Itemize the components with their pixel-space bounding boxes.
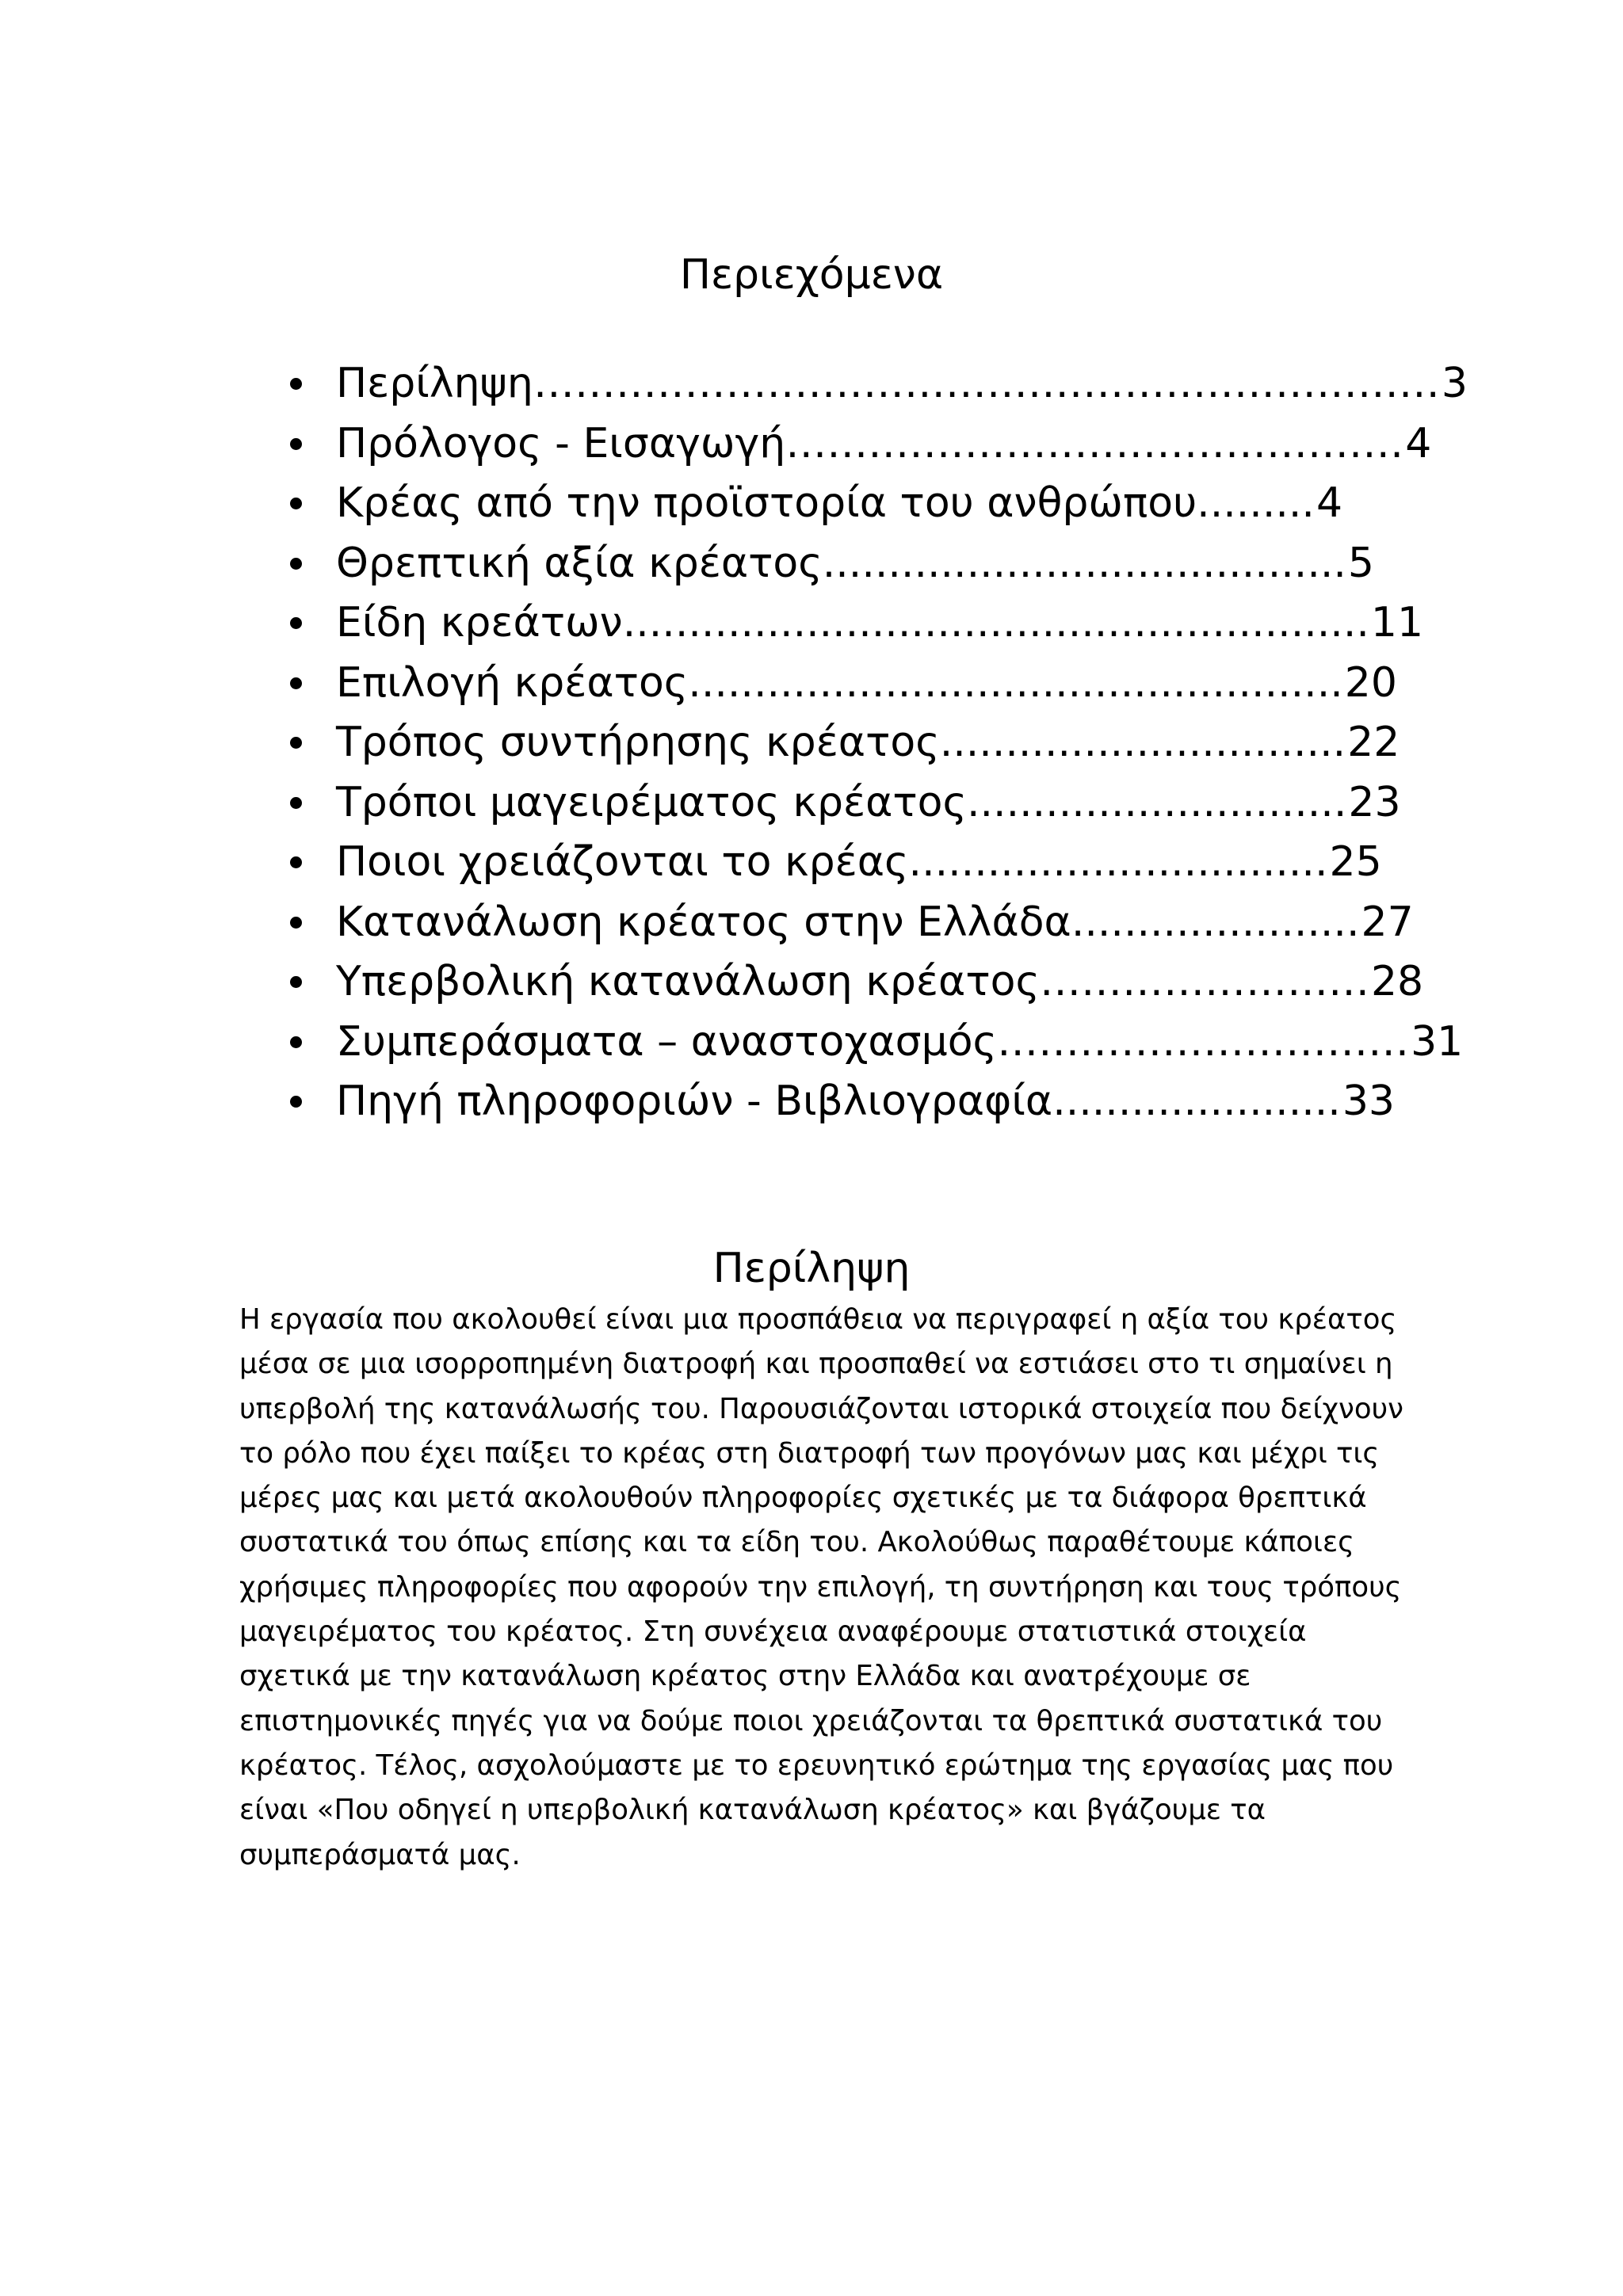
toc-item [285, 654, 1468, 714]
summary-title: Περίληψη [712, 1245, 911, 1292]
toc-item [285, 713, 1468, 773]
toc-leader: .................................................. [688, 658, 1343, 707]
toc-item-label: Επιλογή κρέατος [336, 658, 689, 707]
toc-item [285, 1013, 1468, 1073]
bullet-icon [290, 737, 302, 749]
toc-leader: ……………………………………… [785, 419, 1404, 467]
toc-leader: ………………………… [997, 1017, 1410, 1066]
toc-page-number: 28 [1370, 958, 1424, 1005]
toc-item-label: Υπερβολική κατανάλωση κρέατος [336, 958, 1040, 1005]
toc-leader: ................................ [908, 838, 1328, 886]
bullet-icon [290, 976, 302, 988]
toc-page-number: 5 [1347, 539, 1375, 587]
summary-line: κρέατος. Τέλος, ασχολούμαστε με το ερευνητικό ερώτημα της εργασίας μας που [239, 1749, 1394, 1782]
bullet-icon [290, 438, 302, 450]
summary-line: το ρόλο που έχει παίξει το κρέας στη διατροφή των προγόνων μας και μέχρι τις [239, 1436, 1380, 1470]
toc-page-number: 3 [1441, 360, 1468, 407]
toc-leader: …………………… [1039, 958, 1369, 1005]
toc-leader: ...................... [1071, 898, 1360, 946]
summary-line: μέρες μας και μετά ακολουθούν πληροφορίες σχετικές με τα διάφορα θρεπτικά [239, 1482, 1367, 1515]
bullet-icon [290, 1036, 302, 1048]
summary-line: χρήσιμες πληροφορίες που αφορούν την επιλογή, τη συντήρηση και τους τρόπους [239, 1570, 1402, 1604]
bullet-icon [290, 797, 302, 809]
toc-item [285, 474, 1468, 534]
summary-line: συμπεράσματά μας. [239, 1838, 521, 1871]
toc-item [285, 773, 1468, 833]
toc-item-label: Συμπεράσματα – αναστοχασμός [336, 1017, 998, 1066]
toc-item-label: Τρόποι μαγειρέματος κρέατος [336, 778, 967, 826]
summary-paragraph [239, 1298, 1428, 1878]
bullet-icon [290, 558, 302, 570]
toc-page-number: 31 [1411, 1017, 1464, 1066]
bullet-icon [290, 856, 302, 868]
bullet-icon [290, 378, 302, 390]
toc-item [285, 952, 1468, 1013]
bullet-icon [290, 617, 302, 629]
toc-leader: ...................... [1052, 1077, 1341, 1125]
bullet-icon [290, 498, 302, 509]
toc-item-label: Πηγή πληροφοριών - Βιβλιογραφία [336, 1077, 1053, 1125]
toc-list [285, 354, 1468, 1132]
toc-title: Περιεχόμενα [679, 251, 944, 299]
toc-page-number: 25 [1329, 838, 1382, 886]
summary-line: υπερβολή της κατανάλωσής του. Παρουσιάζονται ιστορικά στοιχεία που δείχνουν [239, 1392, 1403, 1425]
toc-page-number: 27 [1361, 898, 1414, 946]
toc-leader: ............................. [967, 778, 1347, 826]
toc-item [285, 593, 1468, 654]
toc-page-number: 23 [1348, 778, 1401, 826]
summary-line: είναι «Που οδηγεί η υπερβολική κατανάλωση κρέατος» και βγάζουμε τα [239, 1794, 1266, 1827]
toc-item-label: Τρόπος συντήρησης κρέατος [336, 719, 940, 766]
summary-line: συστατικά του όπως επίσης και τα είδη του. Ακολούθως παραθέτουμε κάποιες [239, 1526, 1354, 1559]
summary-line: μέσα σε μια ισορροπημένη διατροφή και προσπαθεί να εστιάσει στο τι σημαίνει η [239, 1348, 1393, 1381]
toc-item [285, 414, 1468, 475]
summary-line: Η εργασία που ακολουθεί είναι μια προσπάθεια να περιγραφεί η αξία του κρέατος [239, 1303, 1397, 1336]
toc-page-number: 4 [1316, 479, 1343, 527]
toc-item-label: Κρέας από την προϊστορία του ανθρώπου [336, 479, 1197, 527]
toc-item [285, 833, 1468, 893]
toc-leader: ………………………………………………………… [533, 360, 1440, 407]
toc-item-label: Θρεπτική αξία κρέατος [336, 539, 823, 587]
summary-line: επιστημονικές πηγές για να δούμε ποιοι χρειάζονται τα θρεπτικά συστατικά του [239, 1704, 1383, 1737]
toc-item-label: Ποιοι χρειάζονται το κρέας [336, 838, 909, 886]
toc-item-label: Κατανάλωση κρέατος στην Ελλάδα [336, 898, 1071, 946]
toc-leader: ......................................................... [622, 599, 1369, 646]
toc-page-number: 4 [1405, 419, 1432, 467]
toc-item-label: Είδη κρεάτων [336, 599, 623, 646]
summary-line: μαγειρέματος του κρέατος. Στη συνέχεια αναφέρουμε στατιστικά στοιχεία [239, 1615, 1307, 1649]
toc-item [285, 893, 1468, 953]
toc-leader: ............................... [939, 719, 1346, 766]
bullet-icon [290, 1096, 302, 1108]
toc-page-number: 22 [1347, 719, 1400, 766]
toc-leader: ........................................ [822, 539, 1346, 587]
toc-item [285, 354, 1468, 414]
summary-line: σχετικά με την κατανάλωση κρέατος στην Ελλάδα και ανατρέχουμε σε [239, 1660, 1251, 1693]
toc-page-number: 20 [1344, 658, 1397, 707]
toc-leader: ......... [1197, 479, 1315, 527]
toc-page-number: 11 [1370, 599, 1424, 646]
bullet-icon [290, 917, 302, 929]
toc-item [285, 1072, 1468, 1132]
toc-page-number: 33 [1342, 1077, 1396, 1125]
toc-item [285, 534, 1468, 594]
toc-item-label: Περίληψη [336, 360, 533, 407]
toc-item-label: Πρόλογος - Εισαγωγή [336, 419, 786, 467]
bullet-icon [290, 677, 302, 689]
